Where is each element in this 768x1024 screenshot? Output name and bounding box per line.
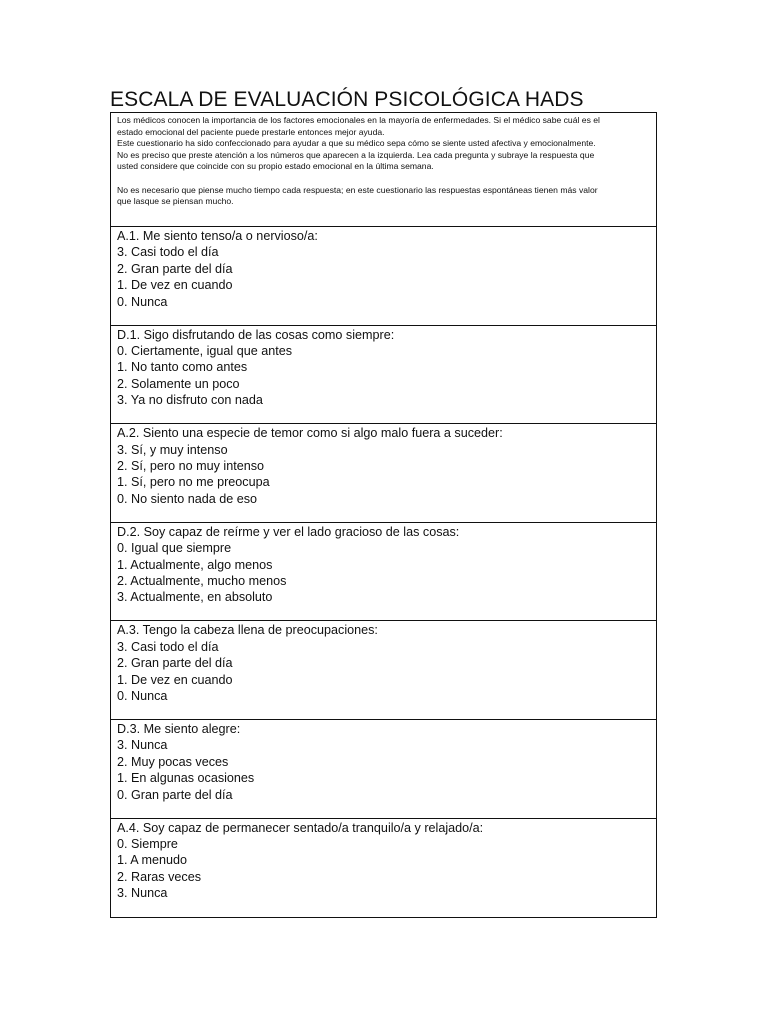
document-title: ESCALA DE EVALUACIÓN PSICOLÓGICA HADS [110,88,584,111]
question-a3 [111,621,656,720]
question-d2 [111,523,656,622]
intro-line: No es preciso que preste atención a los números que aparecen a la izquierda. Lea cada pregunta y subraye la respuesta que [117,149,595,160]
question-text: D.3. Me siento alegre: [117,721,241,736]
answer-option[interactable]: 0. Nunca [117,689,168,703]
question-a4 [111,819,656,917]
answer-option[interactable]: 1. De vez en cuando [117,278,233,293]
answer-option[interactable]: 2. Raras veces [117,869,201,884]
answer-option[interactable]: 2. Sí, pero no muy intenso [117,459,265,473]
answer-option[interactable]: 3. Nunca [117,886,168,901]
answer-option[interactable]: 3. Actualmente, en absoluto [117,590,273,605]
intro-line: Este cuestionario ha sido confeccionado para ayudar a que su médico sepa cómo se siente usted afectiva y emocionalmente. [117,138,596,149]
answer-option[interactable]: 2. Muy pocas veces [117,754,229,769]
answer-option[interactable]: 1. En algunas ocasiones [117,771,255,786]
question-a2 [111,424,656,523]
answer-option[interactable]: 1. No tanto como antes [117,360,248,375]
answer-option[interactable]: 3. Ya no disfruto con nada [117,393,263,408]
answer-option[interactable]: 2. Gran parte del día [117,261,233,276]
question-d1 [111,326,656,425]
answer-option[interactable]: 1. Sí, pero no me preocupa [117,475,270,490]
answer-option[interactable]: 0. Nunca [117,294,168,309]
answer-option[interactable]: 0. No siento nada de eso [117,491,258,506]
question-d3 [111,720,656,819]
answer-option[interactable]: 3. Sí, y muy intenso [117,442,228,457]
questionnaire-table [110,112,657,918]
answer-option[interactable]: 2. Actualmente, mucho menos [117,574,287,588]
answer-option[interactable]: 2. Gran parte del día [117,656,233,671]
answer-option[interactable]: 2. Solamente un poco [117,376,240,391]
answer-option[interactable]: 0. Ciertamente, igual que antes [117,344,293,358]
question-text: A.2. Siento una especie de temor como si algo malo fuera a suceder: [117,426,503,441]
intro-box [111,113,656,227]
intro-line: que lasque se piensan mucho. [117,196,234,207]
intro-line: No es necesario que piense mucho tiempo cada respuesta; en este cuestionario las respuestas espontáneas tienen más valor [117,184,598,195]
question-text: A.3. Tengo la cabeza llena de preocupaciones: [117,623,378,638]
answer-option[interactable]: 3. Nunca [117,738,168,753]
answer-option[interactable]: 1. A menudo [117,853,188,868]
question-text: A.1. Me siento tenso/a o nervioso/a: [117,229,318,243]
answer-option[interactable]: 3. Casi todo el día [117,639,219,654]
intro-line: Los médicos conocen la importancia de los factores emocionales en la mayoría de enfermedades. Si el médico sabe cuál es el [117,115,600,125]
answer-option[interactable]: 3. Casi todo el día [117,245,219,260]
question-text: D.2. Soy capaz de reírme y ver el lado gracioso de las cosas: [117,524,460,539]
intro-line: estado emocional del paciente puede prestarle entonces mejor ayuda. [117,126,385,137]
answer-option[interactable]: 1. Actualmente, algo menos [117,557,273,572]
answer-option[interactable]: 0. Igual que siempre [117,541,232,556]
answer-option[interactable]: 0. Gran parte del día [117,787,233,802]
question-a1 [111,227,656,326]
question-text: A.4. Soy capaz de permanecer sentado/a tranquilo/a y relajado/a: [117,820,484,835]
intro-line: usted considere que coincide con su propio estado emocional en la última semana. [117,161,434,172]
answer-option[interactable]: 0. Siempre [117,836,178,851]
question-text: D.1. Sigo disfrutando de las cosas como siempre: [117,327,395,342]
answer-option[interactable]: 1. De vez en cuando [117,672,233,687]
